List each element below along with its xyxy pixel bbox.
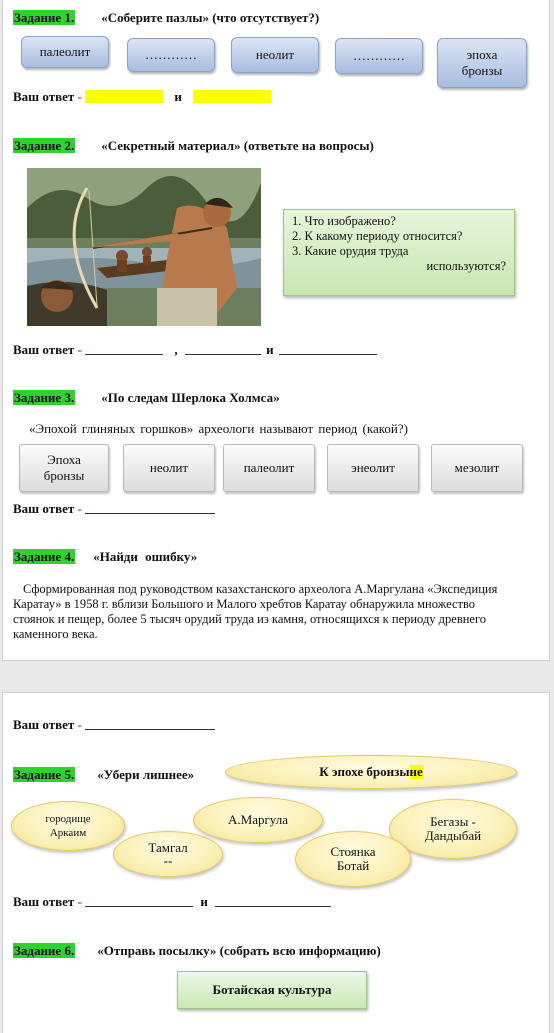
oval-tamgaly[interactable] [113, 831, 223, 877]
option-label: неолит [149, 460, 189, 475]
answer-blank-1[interactable] [85, 342, 163, 355]
answer-label: Ваш ответ [13, 894, 75, 909]
answer-label: Ваш ответ [13, 89, 75, 104]
answer-blank-3[interactable] [279, 342, 377, 355]
puzzle-label: ………… [353, 48, 405, 63]
task2-questions-box [283, 209, 515, 296]
option-label: палеолит [243, 460, 295, 475]
task6-header [13, 942, 381, 960]
question-1: 1. Что изображено? [292, 214, 396, 228]
answer-comma: , [174, 342, 178, 357]
option-label: мезолит [454, 460, 500, 475]
answer-and: и [200, 894, 208, 909]
puzzle-neolithic[interactable] [231, 37, 319, 73]
answer-label: Ваш ответ [13, 717, 75, 732]
task3-header [13, 389, 280, 407]
answer-dash: - [77, 342, 82, 357]
answer-blank[interactable] [85, 717, 215, 730]
oval-arkaim[interactable] [11, 801, 125, 851]
question-3: 3. Какие орудия труда [292, 244, 409, 258]
puzzle-label: ………… [145, 47, 197, 62]
task3-question: «Эпохой глиняных горшков» археологи называют период (какой?) [29, 421, 408, 436]
task2-header [13, 137, 374, 155]
puzzle-bronze-age[interactable] [437, 38, 527, 88]
task2-title: «Секретный материал» (ответьте на вопросы) [101, 138, 374, 153]
answer-dash: - [77, 894, 82, 909]
answer-label: Ваш ответ [13, 342, 75, 357]
heading-highlight: не [409, 764, 423, 779]
answer-blank-2[interactable] [193, 90, 271, 103]
task5-title: «Убери лишнее» [97, 767, 195, 782]
option-neolithic[interactable] [123, 444, 215, 492]
task6-botai-culture-box [177, 971, 367, 1009]
puzzle-paleolithic[interactable] [21, 36, 109, 68]
option-paleolithic[interactable] [223, 444, 315, 492]
answer-dash: - [77, 89, 82, 104]
answer-and: и [266, 342, 274, 357]
option-label: Эпоха бронзы [43, 452, 85, 483]
option-label: энеолит [351, 460, 395, 475]
puzzle-label: эпоха бронзы [461, 47, 503, 78]
oval-margulan[interactable] [193, 797, 323, 843]
task6-tag: Задание 6. [14, 943, 75, 958]
task4-header [13, 548, 197, 566]
puzzle-label: палеолит [39, 44, 91, 59]
question-3-continued: используются? [426, 259, 506, 273]
answer-blank-1[interactable] [85, 894, 193, 907]
answer-blank-2[interactable] [215, 894, 331, 907]
worksheet-page-1 [2, 0, 550, 661]
task2-tag: Задание 2. [14, 138, 75, 153]
option-mesolithic[interactable] [431, 444, 523, 492]
archer-illustration [27, 168, 261, 326]
question-2: 2. К какому периоду относится? [292, 229, 463, 243]
answer-blank-2[interactable] [185, 342, 261, 355]
task2-answer [13, 342, 377, 358]
box-label: Ботайская культура [212, 982, 332, 997]
option-bronze-age[interactable] [19, 444, 109, 492]
answer-dash: - [77, 717, 82, 732]
oval-label: Бегазы - Дандыбай [424, 814, 482, 843]
answer-dash: - [77, 501, 82, 516]
archer-picture [27, 168, 261, 326]
task3-tag: Задание 3. [14, 390, 75, 405]
answer-and: и [174, 89, 182, 104]
puzzle-missing-2[interactable] [335, 38, 423, 74]
oval-label: городище Аркаим [45, 813, 91, 839]
answer-label: Ваш ответ [13, 501, 75, 516]
puzzle-label: неолит [255, 47, 295, 62]
task5-header [13, 766, 194, 784]
task4-text: Сформированная под руководством казахстанского археолога А.Маргулана «Экспедиция Каратау» в 1958 г. вблизи Большого и Малого хребтов Каратау обнаружила множество стоянок и пещер, более 5 тысяч орудий труда из камня, относящихся к периоду древнего каменного века. [13, 582, 498, 641]
oval-label: Тамгал -- [148, 840, 188, 868]
task6-title: «Отправь посылку» (собрать всю информацию) [97, 943, 381, 958]
task5-answer [13, 894, 331, 910]
task3-answer [13, 501, 215, 517]
task5-heading-oval [225, 755, 517, 789]
task1-tag: Задание 1. [14, 10, 75, 25]
task1-answer [13, 89, 271, 105]
option-eneolithic[interactable] [327, 444, 419, 492]
heading-text: К эпохе бронзы [319, 764, 410, 779]
task3-title: «По следам Шерлока Холмса» [101, 390, 280, 405]
oval-label: А.Маргула [228, 812, 288, 827]
task4-title: «Найди ошибку» [93, 549, 198, 564]
task1-header [13, 9, 319, 27]
oval-botai-site[interactable] [295, 831, 411, 887]
task1-title: «Соберите пазлы» (что отсутствует?) [101, 10, 320, 25]
task5-tag: Задание 5. [14, 767, 75, 782]
answer-blank-1[interactable] [85, 90, 163, 103]
task4-answer [13, 717, 215, 733]
oval-label: Стоянка Ботай [330, 844, 376, 873]
worksheet-page-2 [2, 692, 550, 1033]
task4-tag: Задание 4. [14, 549, 75, 564]
answer-blank[interactable] [85, 501, 215, 514]
puzzle-missing-1[interactable] [127, 38, 215, 72]
